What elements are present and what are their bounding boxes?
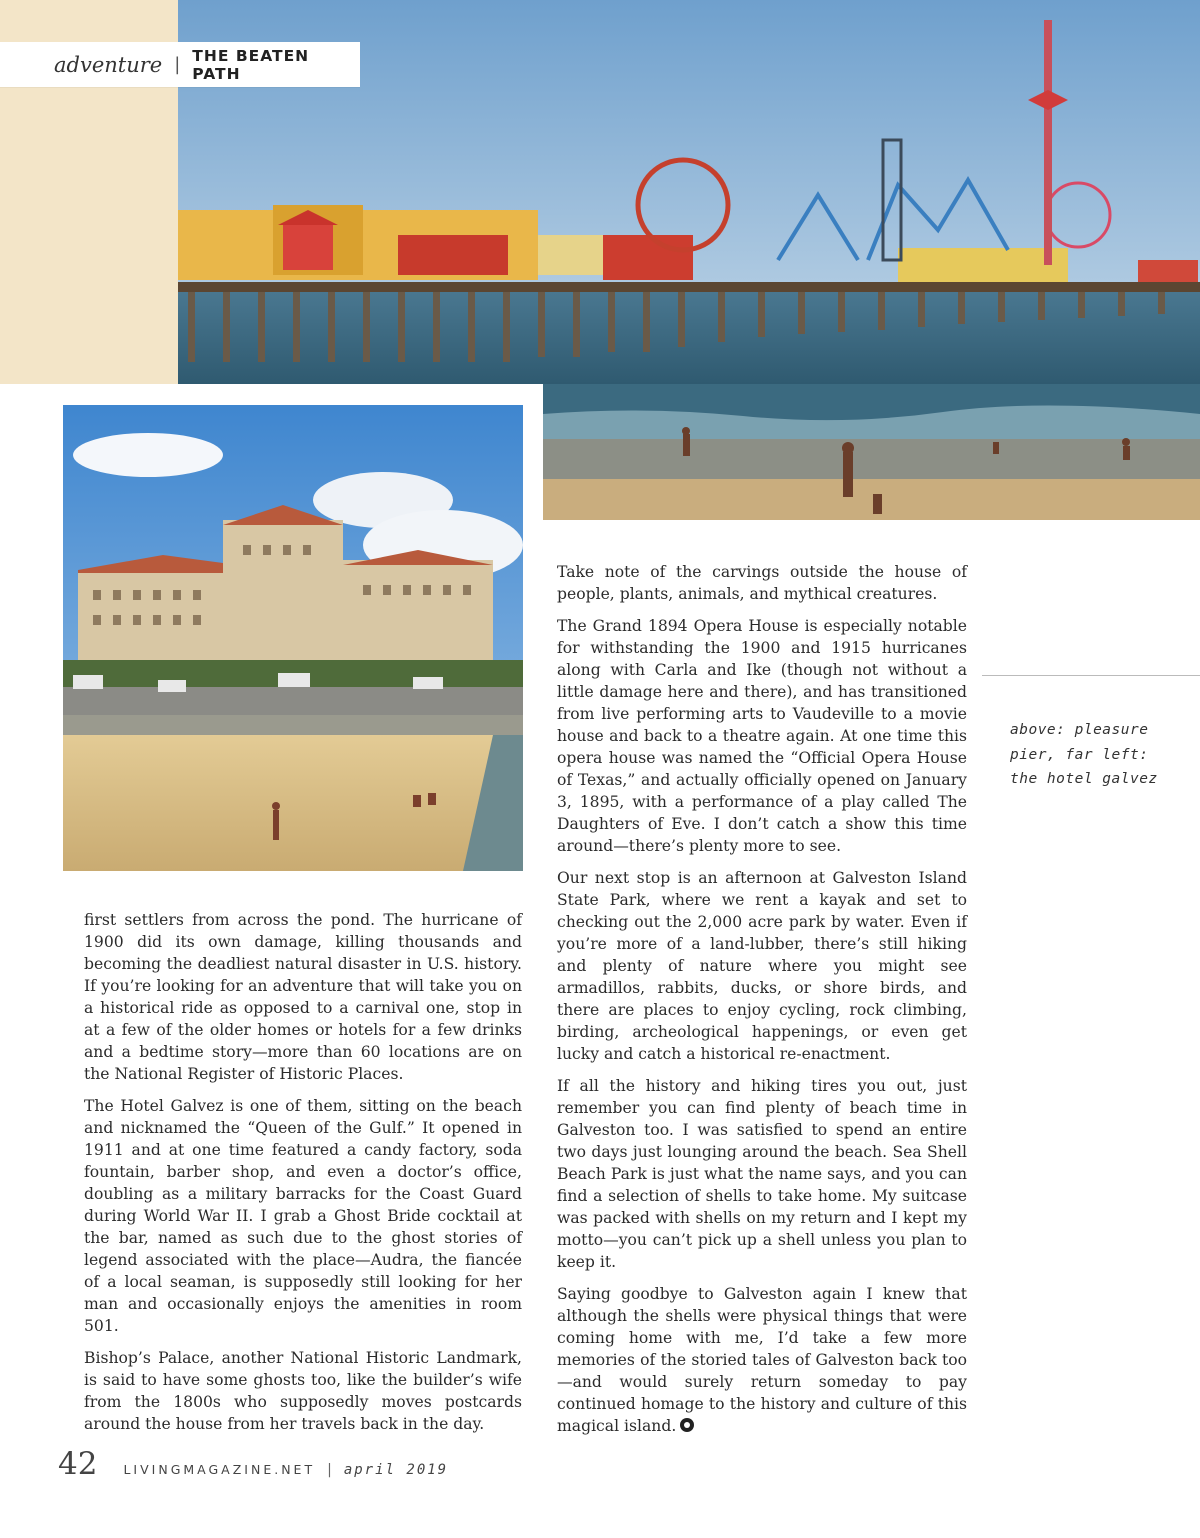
header-divider: | [174,54,181,75]
column-name: THE BEATEN PATH [192,46,310,83]
section-name: adventure [54,52,163,77]
paragraph: The Grand 1894 Opera House is especially notable for withstanding the 1900 and 1915 hurricanes along with Carla and Ike (though not without a little damage here and there), and has transitioned from live performing arts to Vaudeville to a movie house and back to a theatre again. At one time this opera house was named the “Official Opera House of Texas,” and actually officially opened on January 3, 1895, with a performance of a play called The Daughters of Eve. I don’t catch a show this time around—there’s plenty more to see. [557,617,967,855]
paragraph: Take note of the carvings outside the house of people, plants, animals, and mythical creatures. [557,563,967,603]
footer-divider: | [327,1462,332,1478]
paragraph: Bishop’s Palace, another National Historic Landmark, is said to have some ghosts too, like the builder’s wife from the 1800s who supposedly moves postcards around the house from her travels back in the day. [84,1349,522,1433]
page-footer [58,1446,448,1486]
right-text-column [557,561,967,1437]
left-text-column [84,909,522,1445]
beach-photo-extension [543,384,1200,520]
paragraph: Our next stop is an afternoon at Galveston Island State Park, where we rent a kayak and set to checking out the 2,000 acre park by water. Even if you’re more of a land-lubber, there’s still hiking and plenty of nature where you might see armadillos, rabbits, ducks, or shore birds, and there are places to enjoy cycling, rock climbing, birding, archeological happenings, or even get lucky and catch a historical re-enactment. [557,869,967,1063]
page-number: 42 [58,1446,98,1482]
section-header [0,42,360,87]
caption-divider [982,675,1200,676]
closing-paragraph-text: Saying goodbye to Galveston again I knew that although the shells were physical things that were coming home with me, I’d take a few more memories of the storied tales of Galveston back too—and would surely return someday to pay continued homage to the history and culture of this magical island. [557,1285,967,1435]
paragraph: first settlers from across the pond. The hurricane of 1900 did its own damage, killing thousands and becoming the deadliest natural disaster in U.S. history. If you’re looking for an adventure that will take you on a historical ride as opposed to a carnival one, stop in at a few of the older homes or hotels for a few drinks and a bedtime story—more than 60 locations are on the National Register of Historic Places. [84,911,522,1083]
website-name: LIVINGMAGAZINE.NET [123,1462,316,1477]
paragraph: If all the history and hiking tires you out, just remember you can find plenty of beach time in Galveston too. I was satisfied to spend an entire two days just lounging around the beach. Sea Shell Beach Park is just what the name says, and you can find a selection of shells to take home. My suitcase was packed with shells on my return and I kept my motto—you can’t pick up a shell unless you plan to keep it. [557,1077,967,1271]
paragraph-last [557,1283,967,1437]
end-mark-icon [680,1418,694,1432]
photo-caption: above: pleasure pier, far left: the hotel galvez [1010,722,1158,787]
paragraph: The Hotel Galvez is one of them, sitting on the beach and nicknamed the “Queen of the Gulf.” It opened in 1911 and at one time featured a candy factory, soda fountain, barber shop, and even a doctor’s office, doubling as a military barracks for the Coast Guard during World War II. I grab a Ghost Bride cocktail at the bar, named as such due to the ghost stories of legend associated with the place—Audra, the fiancée of a local seaman, is supposedly still looking for her man and occasionally enjoys the amenities in room 501. [84,1097,522,1335]
issue-date: april 2019 [343,1462,449,1478]
hotel-galvez-photo [63,405,523,871]
